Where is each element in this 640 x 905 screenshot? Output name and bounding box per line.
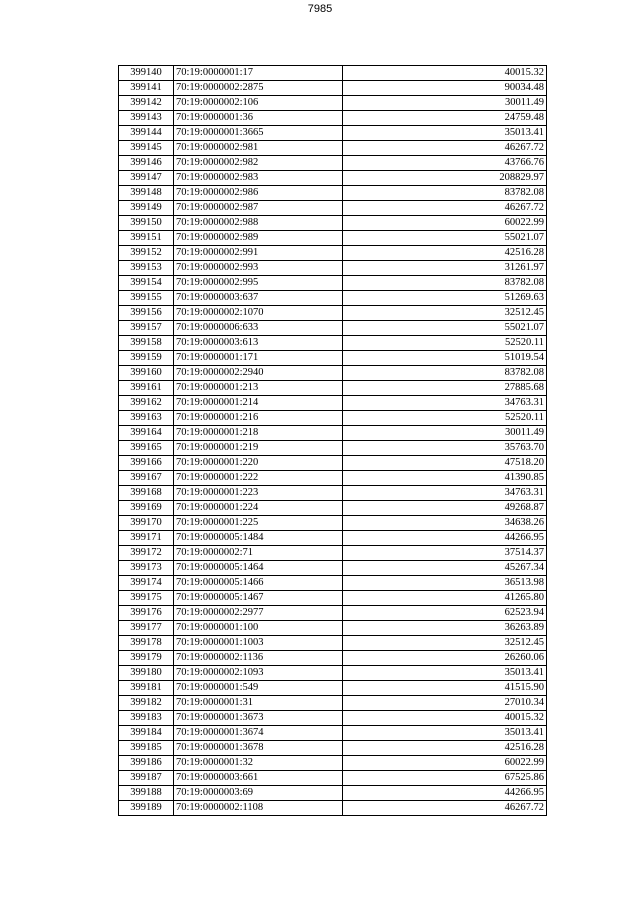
value-cell: 60022.99 [343,216,547,231]
cadastral-number-cell: 70:19:0000002:106 [174,96,343,111]
row-id-cell: 399180 [119,666,174,681]
cadastral-number-cell: 70:19:0000002:989 [174,231,343,246]
cadastral-number-cell: 70:19:0000001:549 [174,681,343,696]
row-id-cell: 399153 [119,261,174,276]
cadastral-number-cell: 70:19:0000001:36 [174,111,343,126]
row-id-cell: 399162 [119,396,174,411]
table-row [119,156,547,171]
registry-table-body [119,66,547,816]
row-id-cell: 399188 [119,786,174,801]
cadastral-number-cell: 70:19:0000002:2977 [174,606,343,621]
value-cell: 55021.07 [343,231,547,246]
cadastral-number-cell: 70:19:0000002:71 [174,546,343,561]
cadastral-number-cell: 70:19:0000001:222 [174,471,343,486]
value-cell: 37514.37 [343,546,547,561]
value-cell: 208829.97 [343,171,547,186]
cadastral-number-cell: 70:19:0000001:3674 [174,726,343,741]
table-row [119,351,547,366]
row-id-cell: 399151 [119,231,174,246]
table-row [119,561,547,576]
cadastral-number-cell: 70:19:0000002:993 [174,261,343,276]
value-cell: 60022.99 [343,756,547,771]
cadastral-number-cell: 70:19:0000002:1093 [174,666,343,681]
table-row [119,321,547,336]
table-row [119,591,547,606]
value-cell: 42516.28 [343,741,547,756]
table-row [119,171,547,186]
row-id-cell: 399189 [119,801,174,816]
value-cell: 30011.49 [343,96,547,111]
value-cell: 83782.08 [343,366,547,381]
cadastral-number-cell: 70:19:0000002:1108 [174,801,343,816]
cadastral-number-cell: 70:19:0000002:1136 [174,651,343,666]
row-id-cell: 399165 [119,441,174,456]
table-row [119,696,547,711]
cadastral-number-cell: 70:19:0000002:2875 [174,81,343,96]
value-cell: 46267.72 [343,201,547,216]
table-row [119,336,547,351]
value-cell: 90034.48 [343,81,547,96]
cadastral-number-cell: 70:19:0000002:983 [174,171,343,186]
row-id-cell: 399147 [119,171,174,186]
table-row [119,741,547,756]
cadastral-number-cell: 70:19:0000001:218 [174,426,343,441]
row-id-cell: 399181 [119,681,174,696]
value-cell: 24759.48 [343,111,547,126]
row-id-cell: 399179 [119,651,174,666]
value-cell: 43766.76 [343,156,547,171]
row-id-cell: 399183 [119,711,174,726]
cadastral-number-cell: 70:19:0000002:981 [174,141,343,156]
table-row [119,726,547,741]
table-row [119,546,547,561]
cadastral-number-cell: 70:19:0000003:69 [174,786,343,801]
row-id-cell: 399150 [119,216,174,231]
row-id-cell: 399184 [119,726,174,741]
row-id-cell: 399149 [119,201,174,216]
value-cell: 34763.31 [343,396,547,411]
row-id-cell: 399142 [119,96,174,111]
table-row [119,81,547,96]
cadastral-number-cell: 70:19:0000005:1484 [174,531,343,546]
row-id-cell: 399186 [119,756,174,771]
value-cell: 32512.45 [343,636,547,651]
cadastral-number-cell: 70:19:0000002:1070 [174,306,343,321]
table-row [119,126,547,141]
table-row [119,486,547,501]
table-row [119,651,547,666]
row-id-cell: 399154 [119,276,174,291]
value-cell: 62523.94 [343,606,547,621]
page-number: 7985 [307,3,333,15]
row-id-cell: 399152 [119,246,174,261]
row-id-cell: 399164 [119,426,174,441]
cadastral-number-cell: 70:19:0000001:1003 [174,636,343,651]
value-cell: 34763.31 [343,486,547,501]
cadastral-number-cell: 70:19:0000001:17 [174,66,343,81]
cadastral-number-cell: 70:19:0000001:31 [174,696,343,711]
row-id-cell: 399140 [119,66,174,81]
row-id-cell: 399141 [119,81,174,96]
value-cell: 40015.32 [343,66,547,81]
cadastral-number-cell: 70:19:0000001:225 [174,516,343,531]
table-row [119,276,547,291]
row-id-cell: 399161 [119,381,174,396]
row-id-cell: 399176 [119,606,174,621]
table-row [119,216,547,231]
table-row [119,366,547,381]
table-row [119,186,547,201]
row-id-cell: 399157 [119,321,174,336]
value-cell: 44266.95 [343,786,547,801]
cadastral-number-cell: 70:19:0000001:171 [174,351,343,366]
table-row [119,711,547,726]
row-id-cell: 399163 [119,411,174,426]
row-id-cell: 399174 [119,576,174,591]
row-id-cell: 399182 [119,696,174,711]
cadastral-number-cell: 70:19:0000001:3665 [174,126,343,141]
value-cell: 40015.32 [343,711,547,726]
value-cell: 83782.08 [343,186,547,201]
value-cell: 44266.95 [343,531,547,546]
cadastral-number-cell: 70:19:0000005:1467 [174,591,343,606]
value-cell: 67525.86 [343,771,547,786]
value-cell: 32512.45 [343,306,547,321]
row-id-cell: 399168 [119,486,174,501]
value-cell: 35013.41 [343,666,547,681]
cadastral-number-cell: 70:19:0000006:633 [174,321,343,336]
row-id-cell: 399143 [119,111,174,126]
table-row [119,576,547,591]
row-id-cell: 399156 [119,306,174,321]
value-cell: 52520.11 [343,336,547,351]
cadastral-number-cell: 70:19:0000001:223 [174,486,343,501]
row-id-cell: 399187 [119,771,174,786]
value-cell: 36513.98 [343,576,547,591]
value-cell: 55021.07 [343,321,547,336]
cadastral-number-cell: 70:19:0000001:3678 [174,741,343,756]
table-row [119,261,547,276]
value-cell: 27885.68 [343,381,547,396]
row-id-cell: 399144 [119,126,174,141]
row-id-cell: 399146 [119,156,174,171]
row-id-cell: 399159 [119,351,174,366]
value-cell: 41390.85 [343,471,547,486]
table-row [119,801,547,816]
row-id-cell: 399173 [119,561,174,576]
cadastral-number-cell: 70:19:0000002:987 [174,201,343,216]
table-row [119,441,547,456]
value-cell: 31261.97 [343,261,547,276]
table-row [119,411,547,426]
row-id-cell: 399170 [119,516,174,531]
cadastral-number-cell: 70:19:0000001:3673 [174,711,343,726]
table-row [119,636,547,651]
cadastral-number-cell: 70:19:0000001:220 [174,456,343,471]
table-row [119,381,547,396]
row-id-cell: 399177 [119,621,174,636]
table-row [119,246,547,261]
value-cell: 41515.90 [343,681,547,696]
table-row [119,531,547,546]
cadastral-number-cell: 70:19:0000002:2940 [174,366,343,381]
value-cell: 46267.72 [343,141,547,156]
cadastral-number-cell: 70:19:0000001:216 [174,411,343,426]
row-id-cell: 399158 [119,336,174,351]
table-row [119,141,547,156]
row-id-cell: 399160 [119,366,174,381]
cadastral-number-cell: 70:19:0000005:1464 [174,561,343,576]
table-row [119,456,547,471]
table-row [119,306,547,321]
cadastral-number-cell: 70:19:0000001:100 [174,621,343,636]
table-row [119,501,547,516]
row-id-cell: 399167 [119,471,174,486]
cadastral-number-cell: 70:19:0000002:986 [174,186,343,201]
table-row [119,201,547,216]
value-cell: 26260.06 [343,651,547,666]
row-id-cell: 399148 [119,186,174,201]
cadastral-number-cell: 70:19:0000002:988 [174,216,343,231]
cadastral-number-cell: 70:19:0000003:661 [174,771,343,786]
cadastral-number-cell: 70:19:0000002:995 [174,276,343,291]
cadastral-number-cell: 70:19:0000001:224 [174,501,343,516]
value-cell: 47518.20 [343,456,547,471]
registry-table [118,65,547,816]
cadastral-number-cell: 70:19:0000003:613 [174,336,343,351]
table-row [119,786,547,801]
table-row [119,471,547,486]
cadastral-number-cell: 70:19:0000002:991 [174,246,343,261]
value-cell: 41265.80 [343,591,547,606]
value-cell: 51269.63 [343,291,547,306]
row-id-cell: 399166 [119,456,174,471]
table-row [119,606,547,621]
value-cell: 51019.54 [343,351,547,366]
table-row [119,96,547,111]
value-cell: 46267.72 [343,801,547,816]
table-row [119,111,547,126]
cadastral-number-cell: 70:19:0000001:32 [174,756,343,771]
value-cell: 34638.26 [343,516,547,531]
value-cell: 35763.70 [343,441,547,456]
cadastral-number-cell: 70:19:0000003:637 [174,291,343,306]
table-row [119,66,547,81]
cadastral-number-cell: 70:19:0000001:219 [174,441,343,456]
row-id-cell: 399178 [119,636,174,651]
value-cell: 83782.08 [343,276,547,291]
value-cell: 27010.34 [343,696,547,711]
value-cell: 42516.28 [343,246,547,261]
table-row [119,231,547,246]
table-row [119,666,547,681]
cadastral-number-cell: 70:19:0000002:982 [174,156,343,171]
row-id-cell: 399169 [119,501,174,516]
row-id-cell: 399171 [119,531,174,546]
row-id-cell: 399155 [119,291,174,306]
value-cell: 45267.34 [343,561,547,576]
table-row [119,426,547,441]
value-cell: 36263.89 [343,621,547,636]
value-cell: 52520.11 [343,411,547,426]
row-id-cell: 399145 [119,141,174,156]
cadastral-number-cell: 70:19:0000001:213 [174,381,343,396]
table-row [119,396,547,411]
row-id-cell: 399175 [119,591,174,606]
value-cell: 35013.41 [343,726,547,741]
table-row [119,621,547,636]
cadastral-number-cell: 70:19:0000005:1466 [174,576,343,591]
value-cell: 49268.87 [343,501,547,516]
table-row [119,771,547,786]
table-row [119,756,547,771]
table-row [119,681,547,696]
row-id-cell: 399172 [119,546,174,561]
table-row [119,516,547,531]
row-id-cell: 399185 [119,741,174,756]
table-row [119,291,547,306]
cadastral-number-cell: 70:19:0000001:214 [174,396,343,411]
value-cell: 30011.49 [343,426,547,441]
value-cell: 35013.41 [343,126,547,141]
